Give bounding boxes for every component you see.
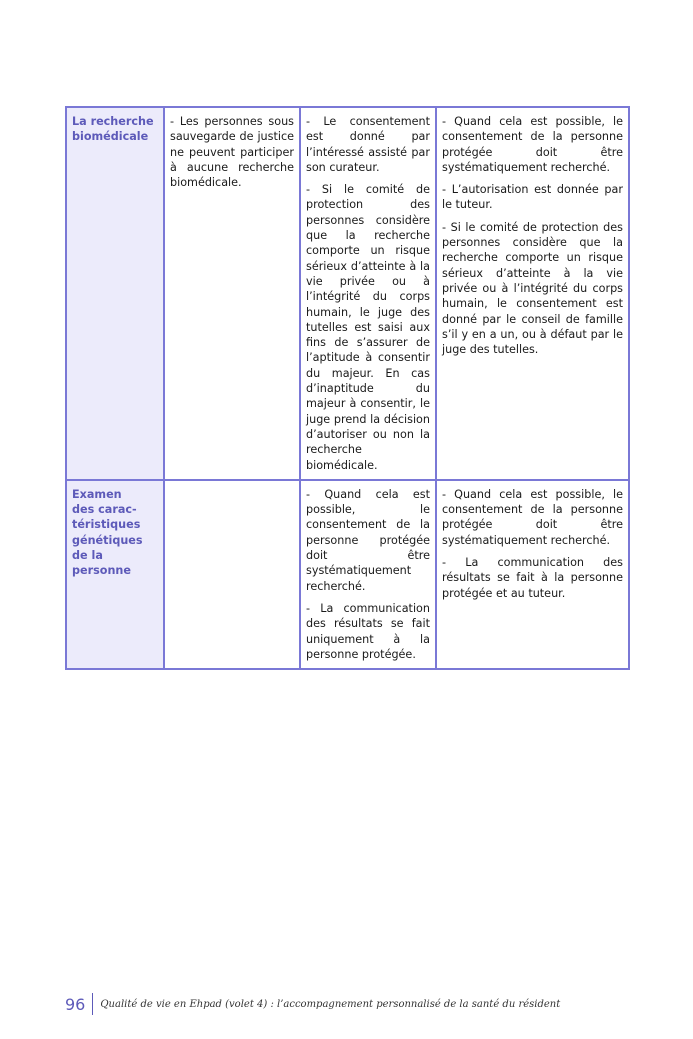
cell-paragraph: - La communication des résultats se fait à la personne protégée et au tuteur. xyxy=(442,556,623,600)
footer-divider xyxy=(92,993,93,1015)
cell-paragraph: - Quand cela est possible, le consentement de la personne protégée doit être systématiquement recherché. xyxy=(442,487,623,547)
row-heading-line: de la personne xyxy=(72,549,131,578)
row-heading xyxy=(66,107,164,480)
page-number: 96 xyxy=(65,994,86,1014)
cell-paragraph: - Si le comité de protection des personnes considère que la recherche comporte un risque sérieux d’atteinte à la vie privée ou à l’intégrité du corps humain, le consentement est donné par le conseil de famille s’il y en a un, ou à défaut par le juge des tutelles. xyxy=(442,220,623,357)
row-heading-line: biomédicale xyxy=(72,130,149,144)
row-heading-line: La recherche xyxy=(72,115,154,128)
cell-paragraph: - Le consentement est donné par l’intéressé assisté par son curateur. xyxy=(306,115,430,174)
row-heading-line: téristiques xyxy=(72,518,141,532)
page-footer xyxy=(65,993,560,1015)
cell-paragraph: - Les personnes sous sauvegarde de justice ne peuvent participer à aucune recherche biomédicale. xyxy=(170,115,294,190)
table-row xyxy=(66,107,629,480)
table-cell xyxy=(164,107,300,480)
running-title: Qualité de vie en Ehpad (volet 4) : l’accompagnement personnalisé de la santé du résident xyxy=(100,998,561,1010)
cell-paragraph: - Quand cela est possible, le consentement de la personne protégée doit être systématiquement recherché. xyxy=(306,487,430,593)
cell-paragraph: - La communication des résultats se fait uniquement à la personne protégée. xyxy=(306,601,430,661)
table-cell xyxy=(300,107,436,480)
table-cell xyxy=(300,480,436,669)
row-heading-line: des carac- xyxy=(72,503,137,517)
table-row xyxy=(66,480,629,669)
table-cell-empty xyxy=(164,480,300,669)
row-heading-line: génétiques xyxy=(72,533,143,547)
cell-paragraph: - L’autorisation est donnée par le tuteur. xyxy=(442,183,623,212)
cell-paragraph: - Si le comité de protection des personnes considère que la recherche comporte un risque sérieux d’atteinte à la vie privée ou à l’intégrité du corps humain, le juge des tutelles est saisi aux fins de s’assurer de l’aptitude à consentir du majeur. En cas d’inaptitude du majeur à consentir, le juge prend la décision d’autoriser ou non la recherche biomédicale. xyxy=(306,183,430,472)
table-cell xyxy=(436,480,629,669)
cell-paragraph: - Quand cela est possible, le consentement de la personne protégée doit être systématiquement recherché. xyxy=(442,115,623,174)
row-heading xyxy=(66,480,164,669)
rights-table xyxy=(65,106,630,670)
row-heading-line: Examen xyxy=(72,487,122,501)
table-cell xyxy=(436,107,629,480)
